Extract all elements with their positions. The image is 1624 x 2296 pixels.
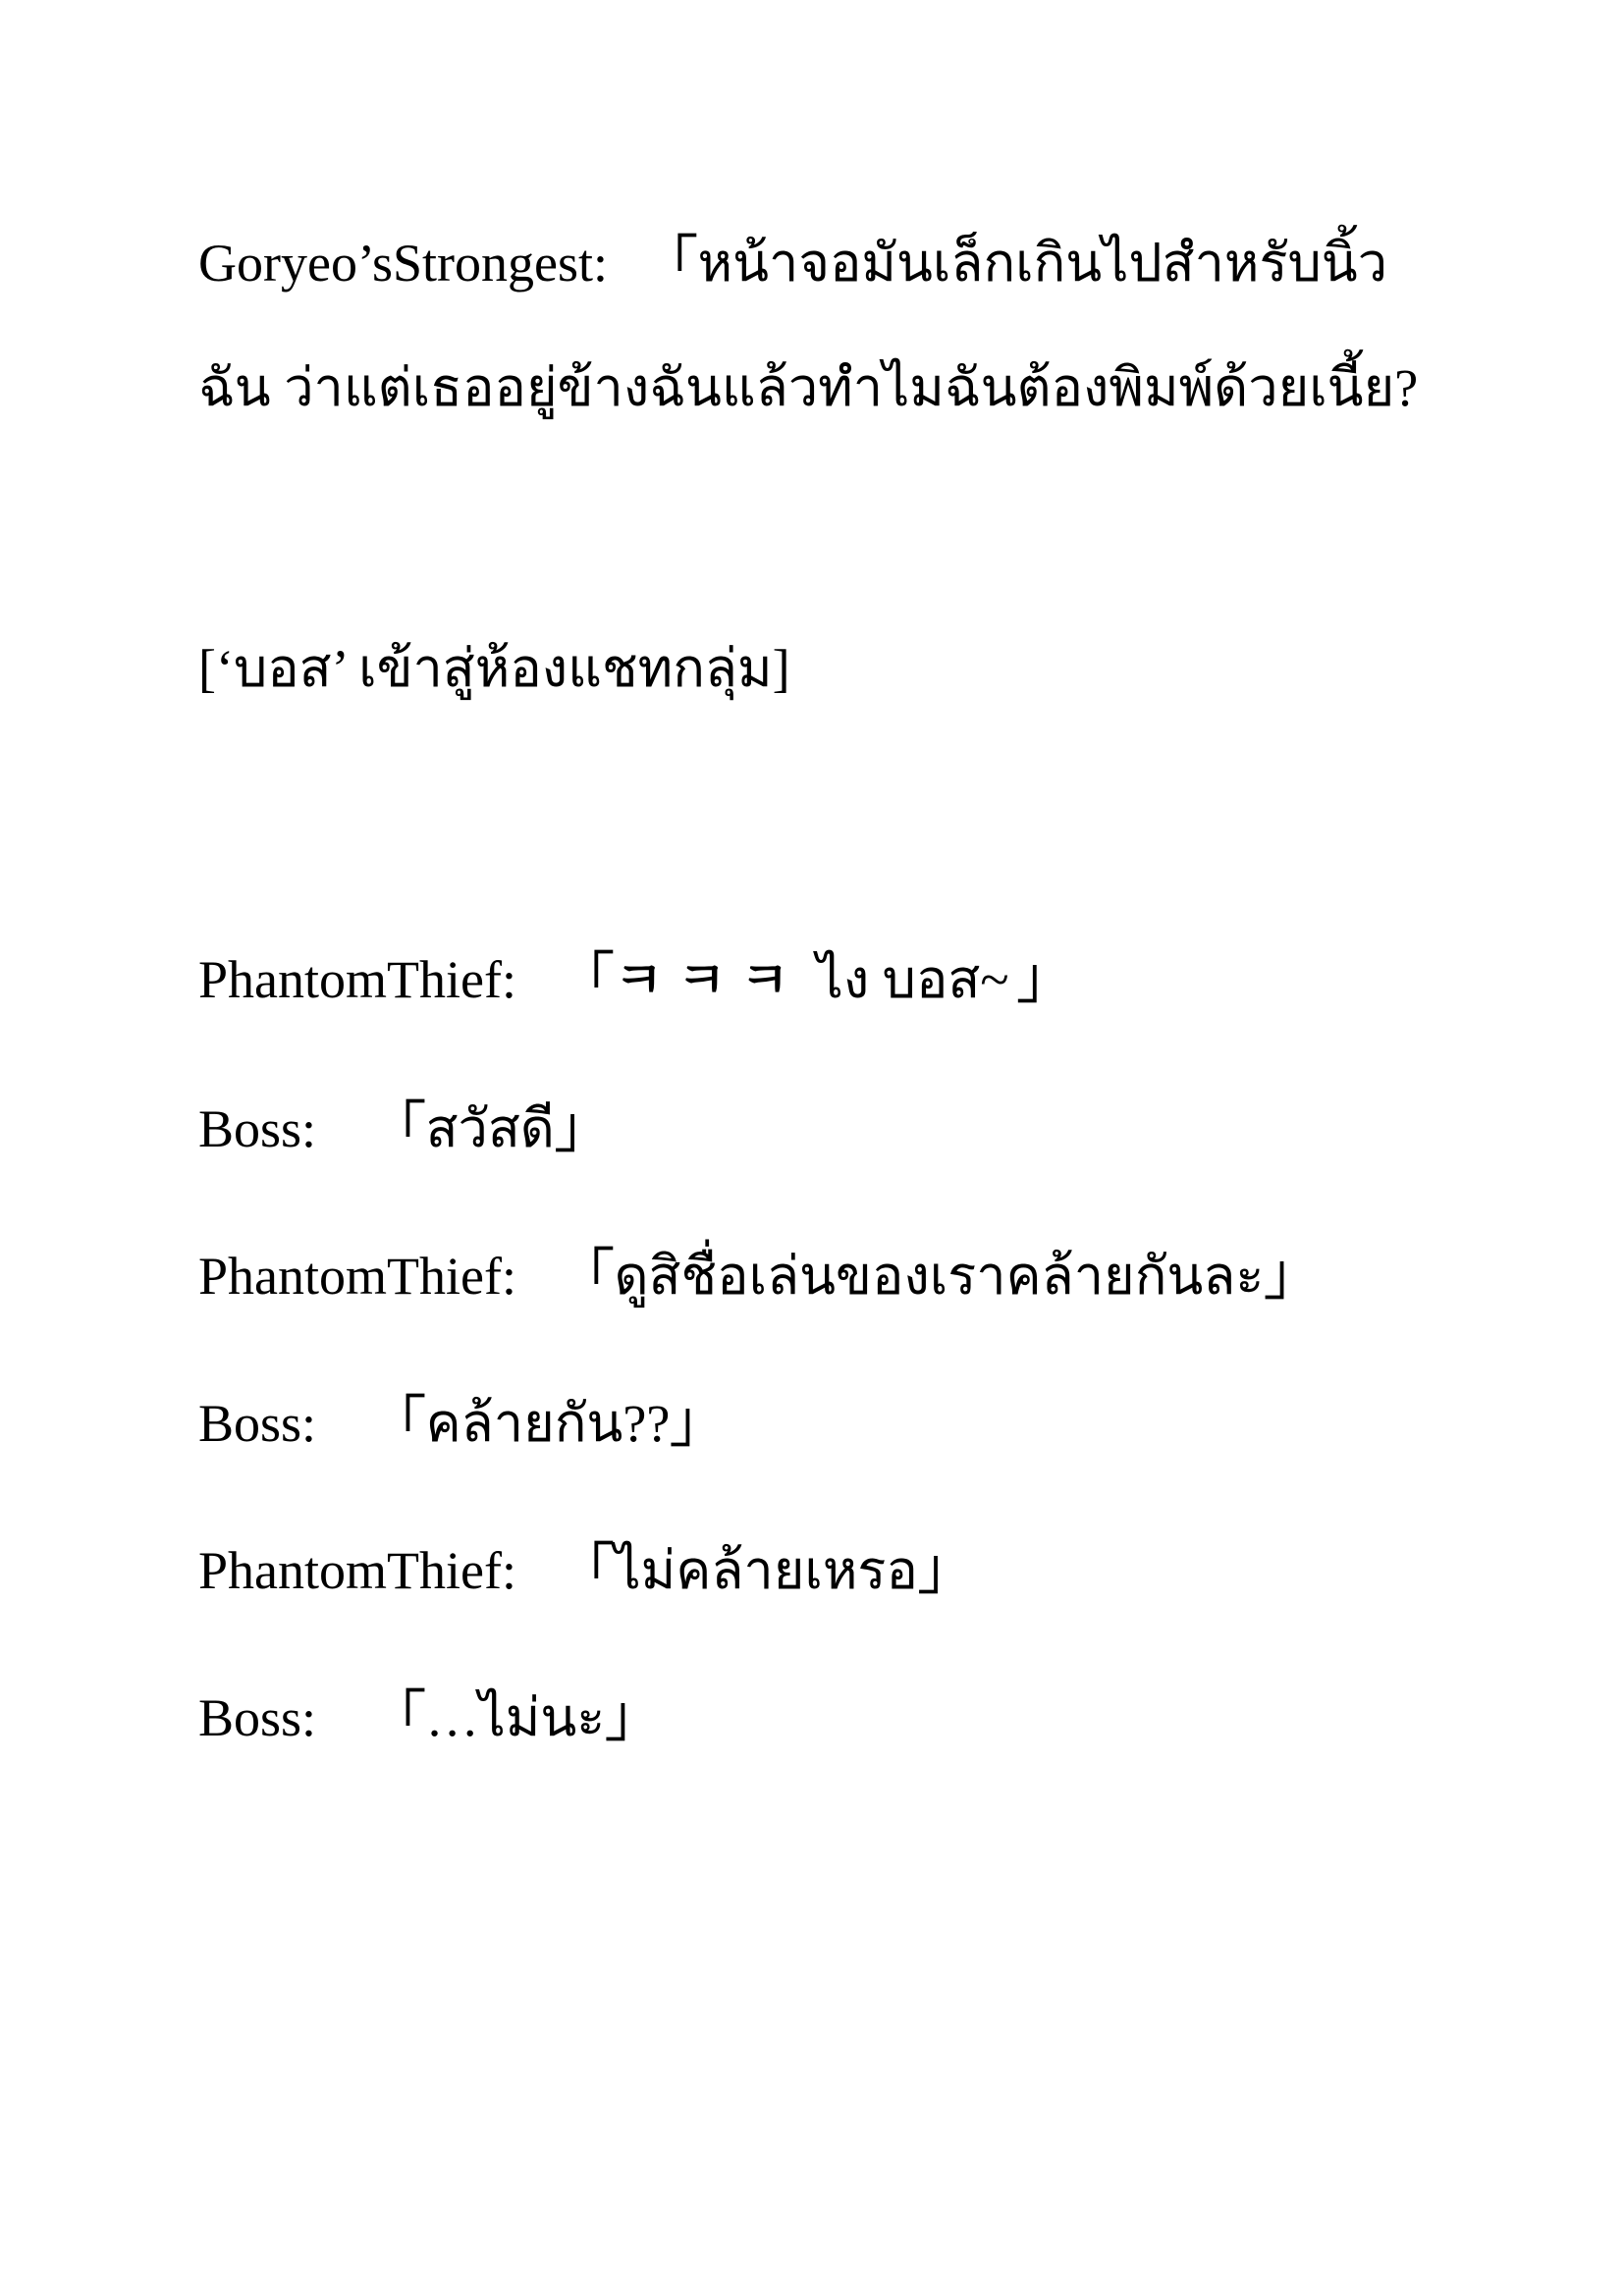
close-bracket: 」 xyxy=(605,1685,661,1749)
chat-line-boss xyxy=(198,1391,726,1455)
chat-line-phantomthief xyxy=(198,1538,973,1602)
message-text: ฉัน ว่าแต่เธออยู่ข้างฉันแล้วทำไมฉันต้องพิมพ์ด้วยเนี้ย? xyxy=(198,358,1419,417)
message-text: ดูสิชื่อเล่นของเราคล้ายกันละ xyxy=(614,1247,1265,1306)
chat-message xyxy=(642,231,1388,294)
chat-message xyxy=(559,1244,1320,1308)
close-bracket: 」 xyxy=(554,1096,610,1160)
message-text: ไง บอส~ xyxy=(816,950,1009,1009)
close-bracket: 」 xyxy=(670,1391,726,1455)
chat-message xyxy=(370,1096,610,1160)
message-text: หน้าจอมันเล็กเกินไปสำหรับนิ้ว xyxy=(697,234,1388,293)
open-bracket: 「 xyxy=(370,1096,426,1160)
close-bracket: 」 xyxy=(1016,947,1072,1011)
message-text: ไม่คล้ายเหรอ xyxy=(614,1541,918,1600)
message-text: สวัสดี xyxy=(425,1099,555,1158)
open-bracket: 「 xyxy=(559,947,615,1011)
speaker-name: PhantomThief: xyxy=(198,1247,516,1306)
chat-line-boss xyxy=(198,1685,661,1749)
open-bracket: 「 xyxy=(370,1685,426,1749)
chat-message xyxy=(370,1685,661,1749)
close-bracket: 」 xyxy=(917,1538,973,1602)
open-bracket: 「 xyxy=(559,1538,615,1602)
chat-message xyxy=(559,1538,973,1602)
chat-line-phantomthief xyxy=(198,947,1072,1011)
close-bracket: 」 xyxy=(1264,1244,1320,1308)
open-bracket: 「 xyxy=(559,1244,615,1308)
speaker-name: PhantomThief: xyxy=(198,950,516,1009)
speaker-name: Boss: xyxy=(198,1394,317,1453)
speaker-name: PhantomThief: xyxy=(198,1541,516,1600)
chat-line-phantomthief xyxy=(198,1244,1320,1308)
message-text: คล้ายกัน?? xyxy=(425,1394,671,1453)
open-bracket: 「 xyxy=(370,1391,426,1455)
speaker-name: Boss: xyxy=(198,1688,317,1747)
chat-line-continuation xyxy=(198,358,1419,417)
chat-message xyxy=(370,1391,726,1455)
speaker-name: Boss: xyxy=(198,1099,317,1158)
open-bracket: 「 xyxy=(642,231,698,294)
system-text: [‘บอส’ เข้าสู่ห้องแชทกลุ่ม] xyxy=(198,639,790,698)
system-message xyxy=(198,639,790,698)
korean-laugh-text: ㅋㅋㅋ xyxy=(614,951,804,1010)
chat-line-goryeo xyxy=(198,231,1388,294)
chat-message xyxy=(559,947,1072,1011)
speaker-name: Goryeo’sStrongest: xyxy=(198,234,608,293)
chat-line-boss xyxy=(198,1096,610,1160)
message-text: …ไม่นะ xyxy=(425,1688,606,1747)
